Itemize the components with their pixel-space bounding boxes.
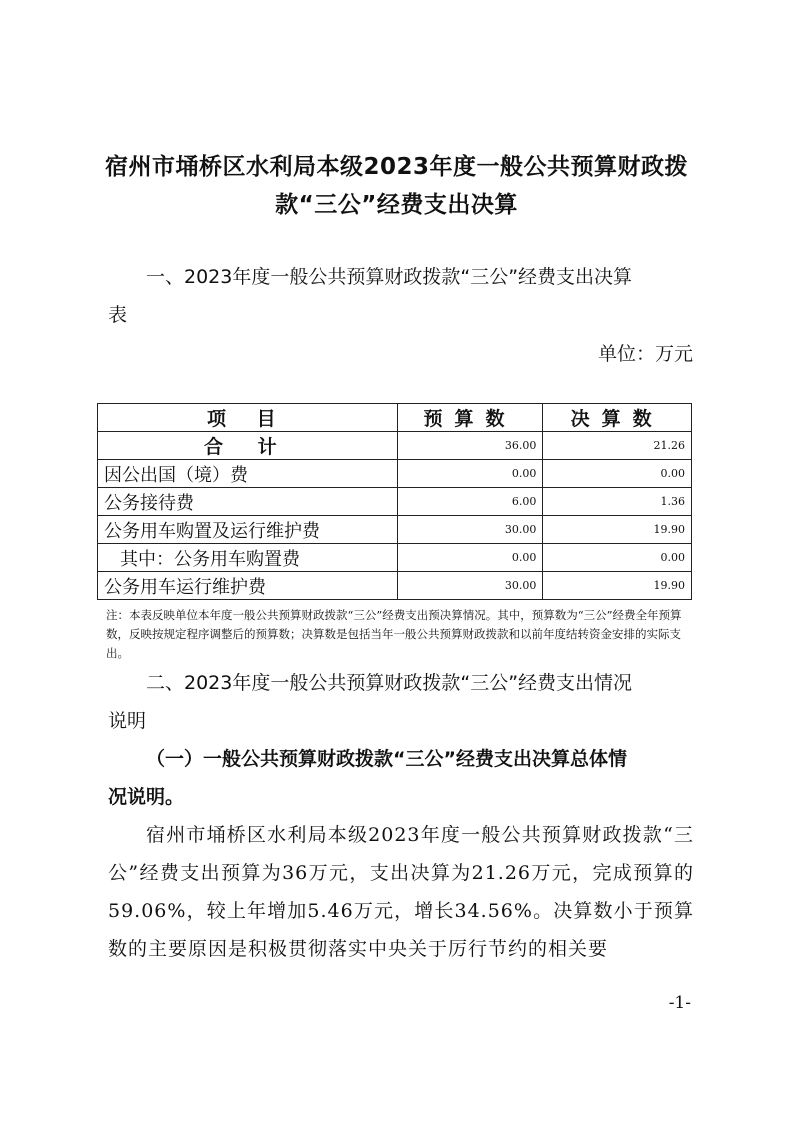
- section-2-heading-line-1: 二、2023年度一般公共预算财政拨款“三公”经费支出情况: [146, 672, 633, 694]
- page-number: -1-: [668, 993, 691, 1013]
- row-budget: 0.00: [397, 544, 543, 572]
- row-name: 公务用车运行维护费: [98, 572, 398, 600]
- row-budget: 6.00: [397, 488, 543, 516]
- header-actual: 决算数: [543, 404, 692, 432]
- section-1-heading-line-1: 一、2023年度一般公共预算财政拨款“三公”经费支出决算: [146, 266, 633, 288]
- table-row: [98, 516, 692, 544]
- section-2-heading-line-2: 说明: [108, 710, 147, 732]
- table-row: [98, 544, 692, 572]
- row-budget: 30.00: [397, 516, 543, 544]
- row-name: 其中：公务用车购置费: [98, 544, 398, 572]
- subsection-heading: [108, 740, 694, 816]
- row-actual: 1.36: [543, 488, 692, 516]
- unit-label: 单位：万元: [597, 343, 693, 365]
- document-title-line-1: 宿州市埇桥区水利局本级2023年度一般公共预算财政拨: [104, 154, 688, 180]
- header-item: 项 目: [98, 404, 398, 432]
- row-name: 因公出国（境）费: [98, 460, 398, 488]
- table-header-row: [98, 404, 692, 432]
- row-actual: 19.90: [543, 516, 692, 544]
- table-row: [98, 572, 692, 600]
- row-budget: 36.00: [397, 432, 543, 460]
- table-row: [98, 460, 692, 488]
- row-actual: 21.26: [543, 432, 692, 460]
- row-budget: 30.00: [397, 572, 543, 600]
- table-row: [98, 432, 692, 460]
- table-row: [98, 488, 692, 516]
- row-actual: 19.90: [543, 572, 692, 600]
- budget-table: [97, 403, 692, 600]
- row-budget: 0.00: [397, 460, 543, 488]
- section-1-heading-line-2: 表: [108, 304, 128, 326]
- subsection-heading-line-2: 况说明。: [108, 786, 185, 808]
- body-paragraph: 宿州市埇桥区水利局本级2023年度一般公共预算财政拨款“三公”经费支出预算为36万元，支出决算为21.26万元，完成预算的59.06%，较上年增加5.46万元，增长34.56%。决算数小于预算数的主要原因是积极贯彻落实中央关于厉行节约的相关要: [108, 824, 694, 960]
- section-1-heading: [108, 258, 694, 334]
- row-name: 合 计: [98, 432, 398, 460]
- row-actual: 0.00: [543, 460, 692, 488]
- header-budget: 预算数: [397, 404, 543, 432]
- subsection-heading-line-1: （一）一般公共预算财政拨款“三公”经费支出决算总体情: [146, 748, 627, 770]
- section-2-heading: [108, 664, 694, 740]
- row-actual: 0.00: [543, 544, 692, 572]
- document-title-line-2: 款“三公”经费支出决算: [275, 192, 518, 218]
- row-name: 公务用车购置及运行维护费: [98, 516, 398, 544]
- row-name: 公务接待费: [98, 488, 398, 516]
- table-note: 注：本表反映单位本年度一般公共预算财政拨款“三公”经费支出预决算情况。其中，预算数为“三公”经费全年预算数，反映按规定程序调整后的预算数；决算数是包括当年一般公共预算财政拨款和以前年度结转资金安排的实际支出。: [106, 608, 682, 660]
